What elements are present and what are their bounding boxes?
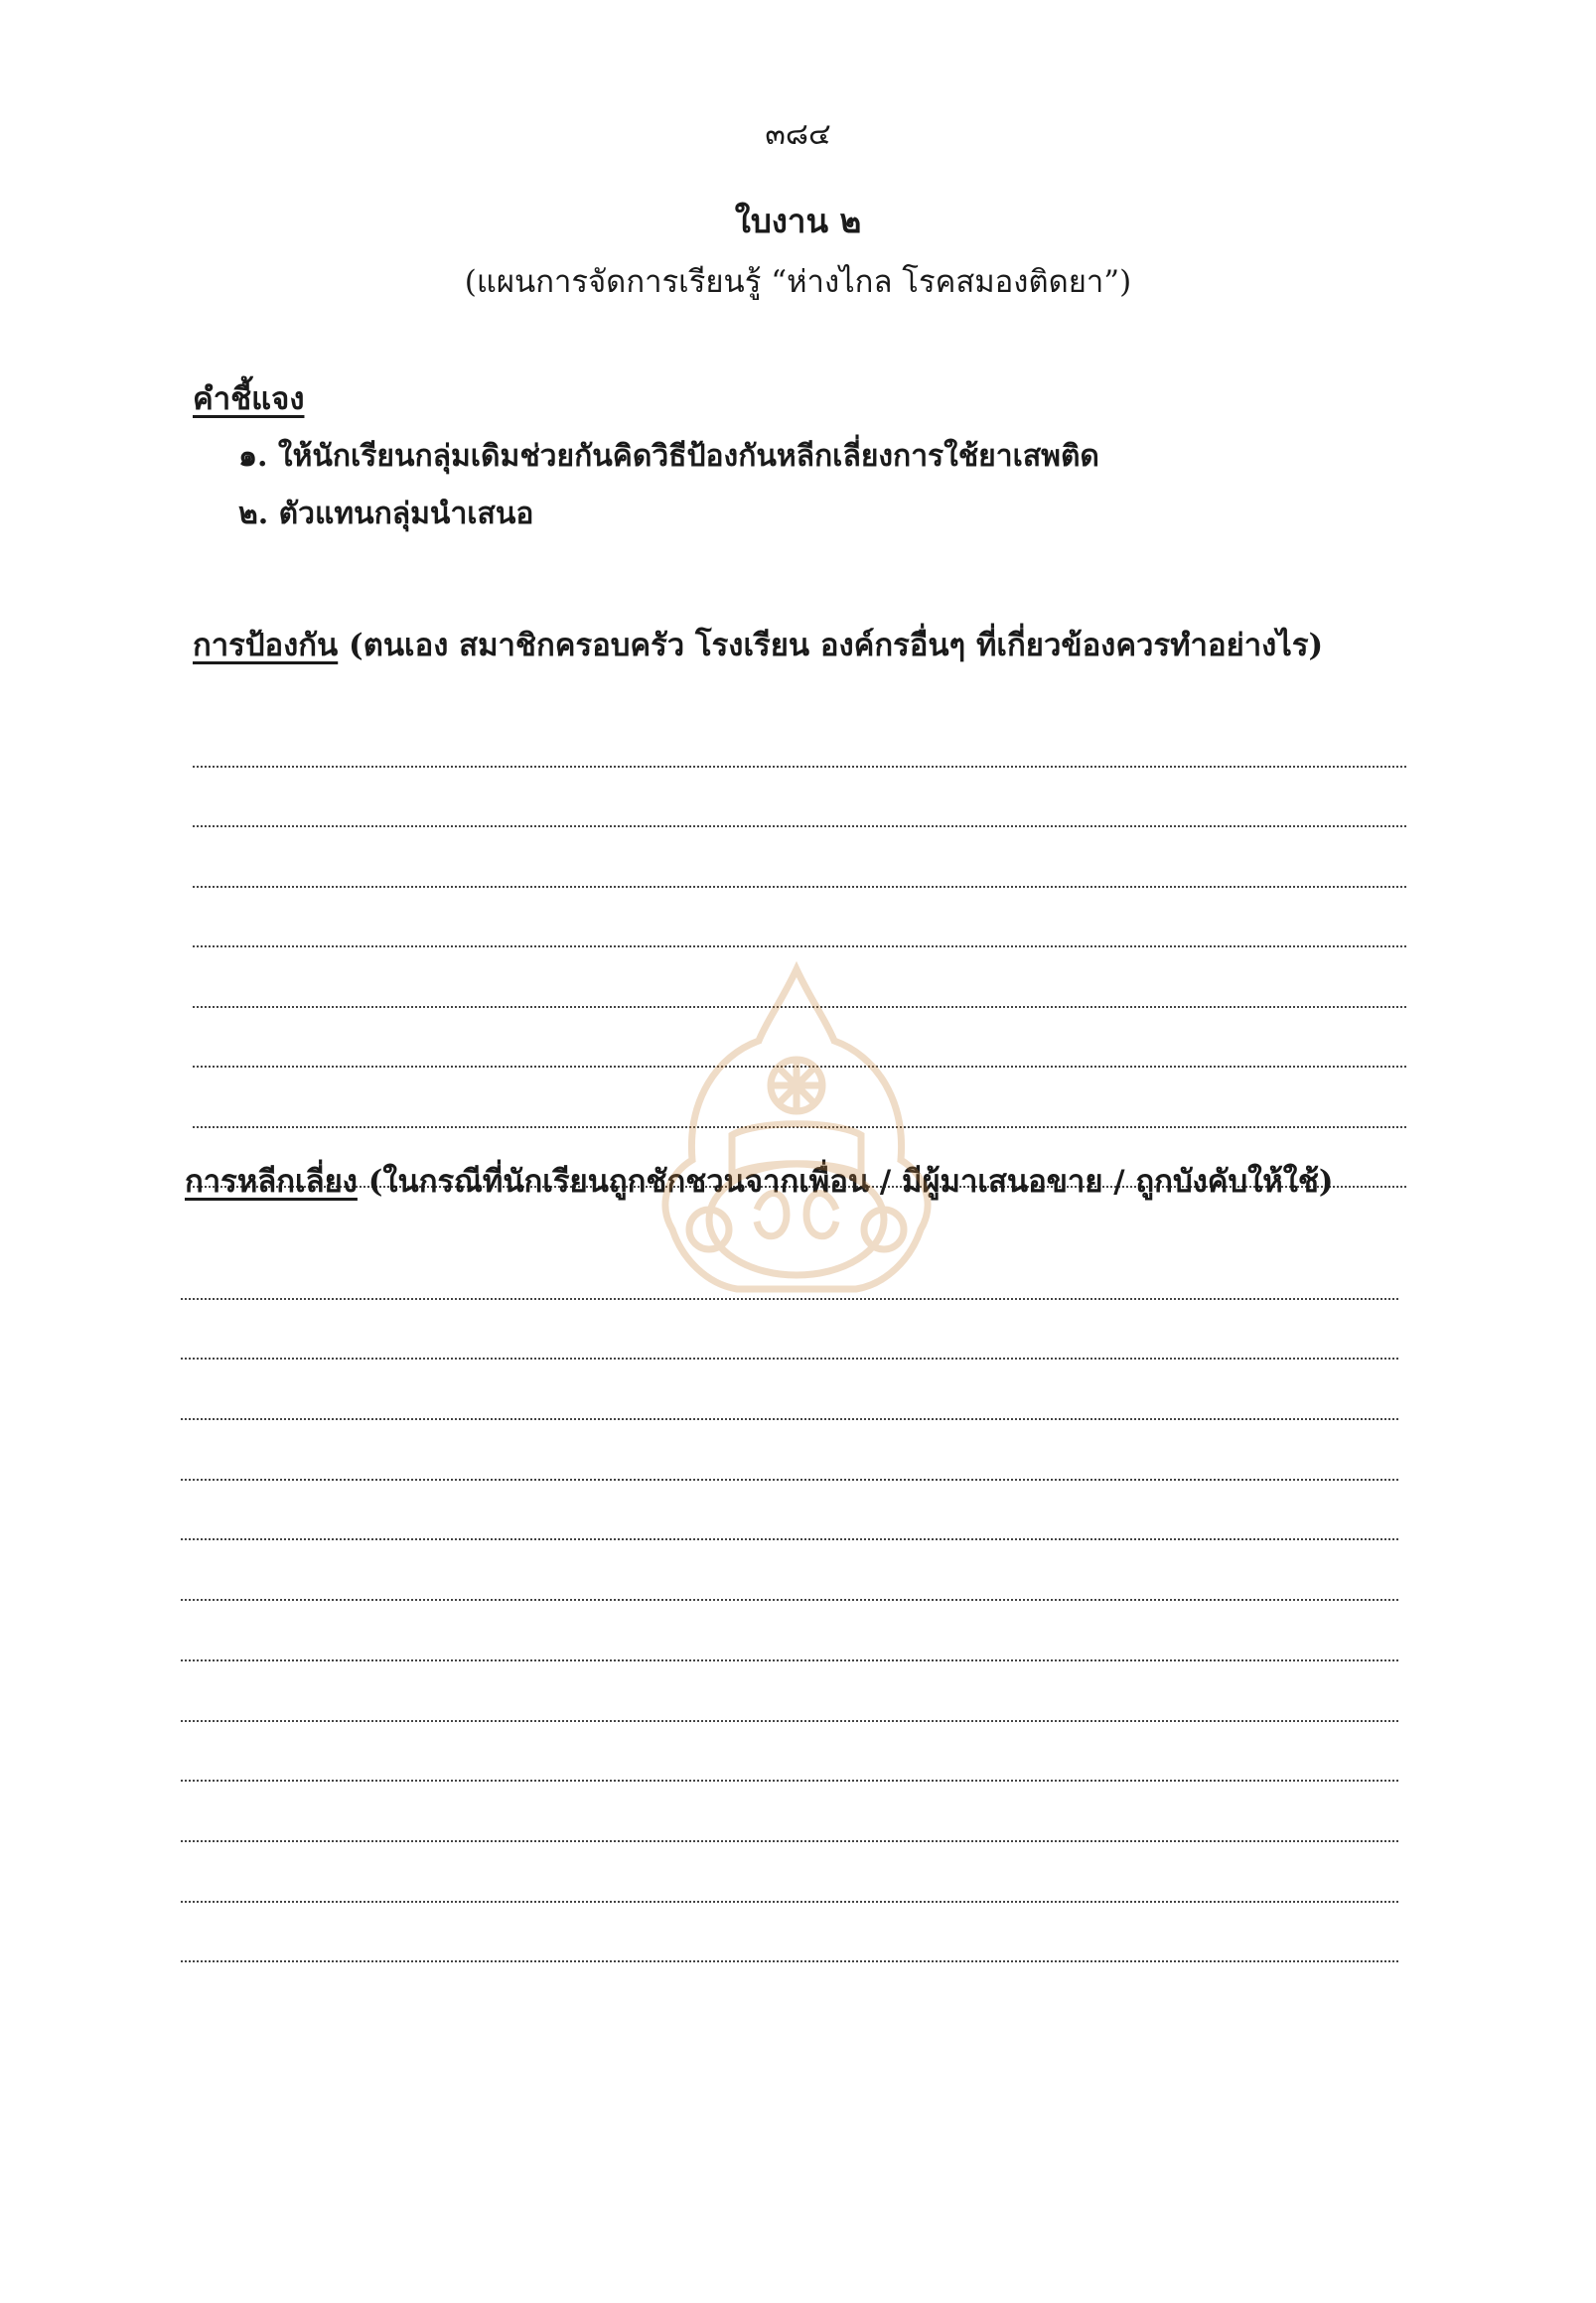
page-subtitle: (แผนการจัดการเรียนรู้ “ห่างไกล โรคสมองติดยา”) — [464, 264, 1132, 300]
instructions-list — [238, 433, 1099, 548]
answer-line[interactable] — [193, 768, 1406, 828]
instruction-item: ๑. ให้นักเรียนกลุ่มเดิมช่วยกันคิดวิธีป้องกันหลีกเลี่ยงการใช้ยาเสพติด — [238, 439, 1099, 474]
answer-line[interactable] — [193, 1068, 1406, 1128]
avoidance-heading-note: (ในกรณีที่นักเรียนถูกชักชวนจากเพื่อน / มีผู้มาเสนอขาย / ถูกบังคับให้ใช้) — [357, 1164, 1334, 1200]
answer-line[interactable] — [181, 1360, 1398, 1420]
prevention-answer-lines — [193, 707, 1406, 1188]
answer-line[interactable] — [193, 827, 1406, 888]
answer-line[interactable] — [181, 1601, 1398, 1661]
prevention-heading-note: (ตนเอง สมาชิกครอบครัว โรงเรียน องค์กรอื่นๆ ที่เกี่ยวข้องควรทำอย่างไร) — [338, 628, 1324, 663]
avoidance-heading-label: การหลีกเลี่ยง — [185, 1164, 358, 1200]
answer-line[interactable] — [181, 1842, 1398, 1903]
answer-line[interactable] — [181, 1300, 1398, 1361]
answer-line[interactable] — [193, 888, 1406, 948]
answer-line[interactable] — [181, 1722, 1398, 1783]
answer-line[interactable] — [181, 1782, 1398, 1842]
prevention-heading-label: การป้องกัน — [193, 628, 339, 663]
page-number: ๓๘๔ — [765, 117, 831, 152]
prevention-heading — [193, 620, 1323, 669]
avoidance-heading — [185, 1156, 1334, 1206]
answer-line[interactable] — [181, 1661, 1398, 1722]
answer-line[interactable] — [193, 1008, 1406, 1069]
instructions-heading — [193, 373, 304, 423]
answer-line[interactable] — [181, 1540, 1398, 1601]
answer-line[interactable] — [181, 1420, 1398, 1481]
answer-line[interactable] — [181, 1481, 1398, 1541]
answer-line[interactable] — [193, 707, 1406, 768]
answer-line[interactable] — [181, 1239, 1398, 1300]
instruction-item: ๒. ตัวแทนกลุ่มนำเสนอ — [238, 497, 534, 531]
avoidance-answer-lines — [181, 1239, 1398, 1962]
instructions-heading-label: คำชี้แจง — [193, 381, 305, 417]
page-title: ใบงาน ๒ — [734, 202, 862, 240]
answer-line[interactable] — [181, 1903, 1398, 1963]
answer-line[interactable] — [193, 947, 1406, 1008]
